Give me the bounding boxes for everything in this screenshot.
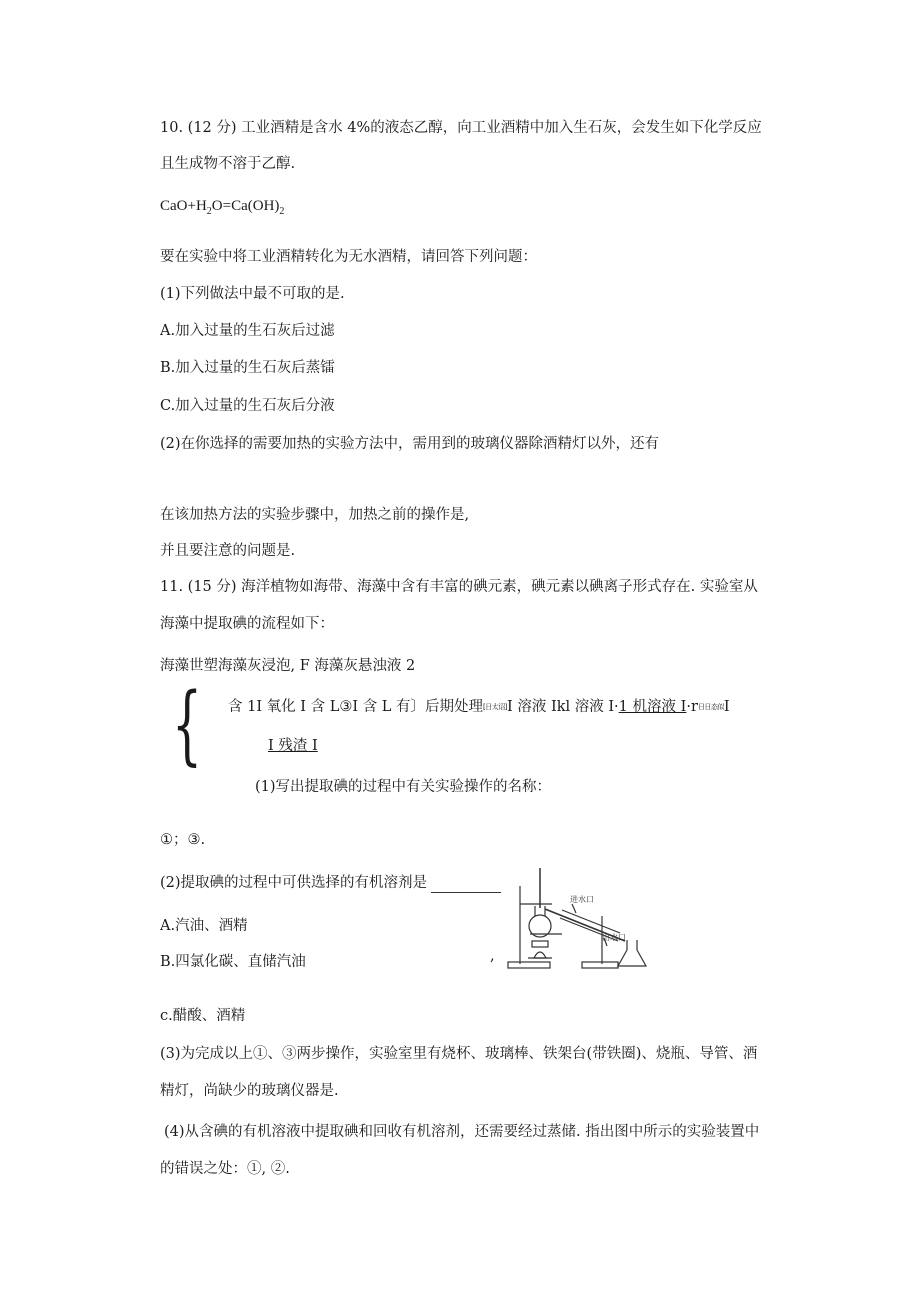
water-outlet-label: 出水口 [602, 933, 626, 942]
q11-intro-line2: 海藻中提取碘的流程如下： [160, 616, 334, 632]
q11-sub1: (1)写出提取碘的过程中有关实验操作的名称： [255, 779, 552, 795]
left-stand-base [508, 962, 550, 968]
q11-sub3-line1: (3)为完成以上①、③两步操作，实验室里有烧杯、玻璃棒、铁架台(带铁圈)、烧瓶、导管、酒 [160, 1046, 758, 1062]
q11-sub3-line2: 精灯，尚缺少的玻璃仪器是. [160, 1083, 339, 1099]
flow-brace: { [172, 675, 203, 775]
alcohol-lamp [534, 952, 546, 958]
q11-flow-line2: 含 1I 氧化 I 含 L③I 含 L 有〕后期处理[日太诏]I 溶液 Ikl 溶液 I·1 机溶液 I·r日日态似I [228, 699, 730, 715]
q10-sub2: (2)在你选择的需要加热的实验方法中，需用到的玻璃仪器除酒精灯以外，还有 [160, 436, 660, 452]
stray-mark: , [490, 948, 495, 964]
q10-option-c: C.加入过量的生石灰后分液 [160, 398, 335, 414]
q11-sub1-answer: ①；③. [160, 832, 206, 848]
water-inlet-label: 进水口 [570, 895, 594, 904]
q10-equation: $CaO+H_2O=Ca(OH)_2$ [160, 198, 285, 217]
distillation-apparatus-figure [490, 846, 670, 976]
q10-sub2-line2: 在该加热方法的实验步骤中，加热之前的操作是, [160, 507, 470, 523]
q10-intro-line1: 10. (12 分) 工业酒精是含水 4%的液态乙醇，向工业酒精中加入生石灰，会发生如下化学反应 [160, 120, 762, 136]
q11-option-c: c.醋酸、酒精 [160, 1008, 246, 1024]
q11-sub2: (2)提取碘的过程中可供选择的有机溶剂是 [160, 873, 501, 893]
gauze [532, 941, 548, 947]
q10-intro-line2: 且生成物不溶于乙醇. [160, 156, 296, 172]
q11-sub4-line2: 的错误之处：①, ②. [160, 1161, 290, 1177]
q10-option-a: A.加入过量的生石灰后过滤 [160, 323, 335, 339]
q11-flow-residue: I 残渣 I [268, 738, 318, 754]
q10-sub1: (1)下列做法中最不可取的是. [160, 286, 345, 302]
right-stand-base [582, 962, 618, 968]
water-inlet-tube [572, 904, 576, 913]
q11-intro-line1: 11. (15 分) 海洋植物如海带、海藻中含有丰富的碘元素，碘元素以碘离子形式存在. 实验室从 [160, 579, 758, 595]
q11-sub4-line1: (4)从含碘的有机溶液中提取碘和回收有机溶剂，还需要经过蒸储. 指出图中所示的实验装置中 [164, 1124, 760, 1140]
q10-sub2-line3: 并且要注意的问题是. [160, 543, 296, 559]
q10-option-b: B.加入过量的生石灰后蒸镭 [160, 360, 335, 376]
q11-option-a: A.汽油、酒精 [160, 918, 248, 934]
q10-prompt: 要在实验中将工业酒精转化为无水酒精，请回答下列问题： [160, 249, 537, 265]
q11-flow-line1: 海藻世塑海藻灰浸泡, F 海藻灰悬浊液 2 [160, 658, 416, 674]
receiving-flask [618, 940, 646, 966]
q11-option-b: B.四氯化碳、直储汽油 [160, 954, 306, 970]
